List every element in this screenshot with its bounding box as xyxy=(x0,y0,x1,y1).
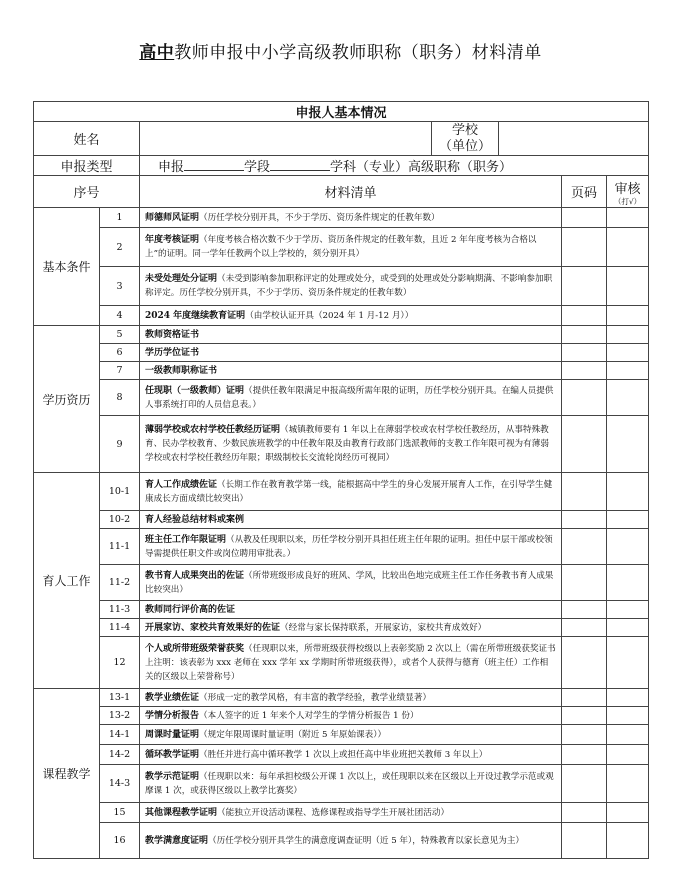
row-number: 11-2 xyxy=(100,565,140,601)
material-description xyxy=(140,511,562,529)
review-cell[interactable] xyxy=(607,228,649,267)
material-detail: （规定年限周课时量证明（附近 5 年原始课表）） xyxy=(199,729,387,740)
table-row xyxy=(34,344,649,362)
review-cell[interactable] xyxy=(607,473,649,511)
table-row xyxy=(34,823,649,859)
material-description xyxy=(140,707,562,725)
table-row xyxy=(34,689,649,707)
row-number: 2 xyxy=(100,228,140,267)
review-cell[interactable] xyxy=(607,803,649,823)
material-description xyxy=(140,529,562,565)
page-cell[interactable] xyxy=(562,306,607,326)
row-number: 10-2 xyxy=(100,511,140,529)
material-detail: （未受到影响参加职称评定的处理或处分，或受到的处理或处分影响期满、不影响参加职称评定。历任学校分别开具，不少于学历、资历条件规定的任教年数） xyxy=(145,274,553,298)
material-description xyxy=(140,565,562,601)
page-cell[interactable] xyxy=(562,725,607,745)
page-cell[interactable] xyxy=(562,823,607,859)
table-row xyxy=(34,473,649,511)
section-title: 申报人基本情况 xyxy=(34,102,649,122)
header-review: 审核 （打√） xyxy=(607,176,649,208)
page-title xyxy=(0,42,681,64)
review-cell[interactable] xyxy=(607,362,649,380)
page-cell[interactable] xyxy=(562,511,607,529)
title-rest: 教师申报中小学高级教师职称（职务）材料清单 xyxy=(174,43,542,63)
category-cell: 基本条件 xyxy=(34,208,100,326)
page-cell[interactable] xyxy=(562,765,607,803)
material-title: 教书育人成果突出的佐证 xyxy=(145,570,245,581)
row-number: 8 xyxy=(100,380,140,416)
material-detail: （历任学校分别开具，不少于学历、资历条件规定的任教年数） xyxy=(199,212,440,223)
school-value[interactable] xyxy=(499,122,649,156)
material-detail: （所带班级形成良好的班风、学风，比较出色地完成班主任工作任务教书育人成果比较突出） xyxy=(145,570,554,595)
material-title: 育人工作成绩佐证 xyxy=(145,479,218,490)
table-row xyxy=(34,267,649,306)
review-cell[interactable] xyxy=(607,529,649,565)
table-row xyxy=(34,208,649,228)
material-description xyxy=(140,601,562,619)
header-list: 材料清单 xyxy=(140,176,562,208)
review-cell[interactable] xyxy=(607,344,649,362)
page-cell[interactable] xyxy=(562,529,607,565)
row-number: 16 xyxy=(100,823,140,859)
page-cell[interactable] xyxy=(562,473,607,511)
material-title: 年度考核证明 xyxy=(145,235,200,245)
row-number: 4 xyxy=(100,306,140,326)
material-description xyxy=(140,380,562,416)
table-row xyxy=(34,637,649,689)
page-cell[interactable] xyxy=(562,380,607,416)
material-title: 教师资格证书 xyxy=(145,329,200,340)
material-detail: （由学校认证开具（2024 年 1 月-12 月）） xyxy=(245,310,414,321)
material-title: 教学业绩佐证 xyxy=(145,692,200,703)
material-title: 周课时量证明 xyxy=(145,729,200,740)
material-description xyxy=(140,619,562,637)
review-cell[interactable] xyxy=(607,765,649,803)
row-number: 13-1 xyxy=(100,689,140,707)
table-row xyxy=(34,362,649,380)
review-cell[interactable] xyxy=(607,619,649,637)
material-title: 个人或所带班级荣誉获奖 xyxy=(145,643,245,654)
review-cell[interactable] xyxy=(607,565,649,601)
page-cell[interactable] xyxy=(562,619,607,637)
row-number: 5 xyxy=(100,326,140,344)
review-cell[interactable] xyxy=(607,707,649,725)
material-description xyxy=(140,803,562,823)
review-cell[interactable] xyxy=(607,306,649,326)
material-title: 育人经验总结材料或案例 xyxy=(145,514,245,525)
material-description xyxy=(140,689,562,707)
table-row xyxy=(34,326,649,344)
table-row xyxy=(34,306,649,326)
row-number: 11-3 xyxy=(100,601,140,619)
material-title: 2024 年度继续教育证明 xyxy=(145,310,246,321)
header-page: 页码 xyxy=(562,176,607,208)
material-description xyxy=(140,362,562,380)
material-description xyxy=(140,267,562,306)
page-cell[interactable] xyxy=(562,344,607,362)
material-detail: （经常与家长保持联系，开展家访，家校共育成效好） xyxy=(280,622,487,633)
page-cell[interactable] xyxy=(562,745,607,765)
row-number: 11-4 xyxy=(100,619,140,637)
material-description xyxy=(140,765,562,803)
material-description xyxy=(140,473,562,511)
table-row xyxy=(34,707,649,725)
type-value: 申报 学段 学科（专业）高级职称（职务） xyxy=(140,156,649,176)
material-title: 学历学位证书 xyxy=(145,347,200,358)
material-title: 学情分析报告 xyxy=(145,710,200,721)
table-row xyxy=(34,380,649,416)
material-description xyxy=(140,745,562,765)
material-title: 一级教师职称证书 xyxy=(145,365,218,376)
name-value[interactable] xyxy=(140,122,432,156)
table-row xyxy=(34,511,649,529)
table-row xyxy=(34,601,649,619)
row-number: 10-1 xyxy=(100,473,140,511)
row-number: 14-3 xyxy=(100,765,140,803)
material-title: 教师同行评价高的佐证 xyxy=(145,604,236,615)
materials-table xyxy=(33,101,649,859)
table-row xyxy=(34,765,649,803)
material-title: 循环教学证明 xyxy=(145,749,200,760)
review-cell[interactable] xyxy=(607,745,649,765)
review-cell[interactable] xyxy=(607,326,649,344)
page-cell[interactable] xyxy=(562,637,607,689)
material-title: 任现职（一级教师）证明 xyxy=(145,385,245,396)
row-number: 3 xyxy=(100,267,140,306)
material-detail: （任现职以来：每年承担校级公开课 1 次以上，或任现职以来在区级以上开设过教学示范或观摩课 1 次，或获得区级以上教学比赛奖） xyxy=(145,771,554,796)
material-title: 未受处理处分证明 xyxy=(145,274,218,284)
review-cell[interactable] xyxy=(607,823,649,859)
table-row xyxy=(34,565,649,601)
page-cell[interactable] xyxy=(562,326,607,344)
row-number: 1 xyxy=(100,208,140,228)
material-description xyxy=(140,326,562,344)
material-detail: （胜任并进行高中循环教学 1 次以上或担任高中毕业班把关教师 3 年以上） xyxy=(199,749,488,760)
page-cell[interactable] xyxy=(562,601,607,619)
material-title: 其他课程教学证明 xyxy=(145,807,218,818)
row-number: 13-2 xyxy=(100,707,140,725)
review-cell[interactable] xyxy=(607,689,649,707)
material-detail: （长期工作在教育教学第一线，能根据高中学生的身心发展开展育人工作，在引导学生健康成长方面成绩比较突出） xyxy=(145,479,553,504)
review-cell[interactable] xyxy=(607,637,649,689)
material-title: 教学满意度证明 xyxy=(145,835,209,846)
title-highlight: 高中 xyxy=(139,43,175,63)
table-row xyxy=(34,529,649,565)
page-cell[interactable] xyxy=(562,228,607,267)
material-detail: （本人签字的近 1 年来个人对学生的学情分析报告 1 份） xyxy=(199,710,419,721)
material-description xyxy=(140,637,562,689)
row-number: 7 xyxy=(100,362,140,380)
row-number: 15 xyxy=(100,803,140,823)
material-detail: （提供任教年限满足申报高级所需年限的证明，历任学校分别开具。在编人员提供人事系统打印的人员信息表。） xyxy=(145,385,554,410)
material-title: 师德师风证明 xyxy=(145,212,200,223)
header-no: 序号 xyxy=(34,176,140,208)
material-detail: （历任学校分别开具学生的满意度调查证明（近 5 年），特殊教育以家长意见为主） xyxy=(208,835,525,846)
name-label: 姓名 xyxy=(34,122,140,156)
page-cell[interactable] xyxy=(562,208,607,228)
page-cell[interactable] xyxy=(562,267,607,306)
row-number: 14-1 xyxy=(100,725,140,745)
school-label: 学校 （单位） xyxy=(432,122,499,156)
review-cell[interactable] xyxy=(607,725,649,745)
table-row xyxy=(34,745,649,765)
category-cell: 学历资历 xyxy=(34,326,100,473)
review-cell[interactable] xyxy=(607,267,649,306)
table-row xyxy=(34,803,649,823)
page-cell[interactable] xyxy=(562,565,607,601)
review-cell[interactable] xyxy=(607,511,649,529)
row-number: 9 xyxy=(100,416,140,473)
page-cell[interactable] xyxy=(562,362,607,380)
material-description xyxy=(140,208,562,228)
review-cell[interactable] xyxy=(607,380,649,416)
material-detail: （形成一定的教学风格，有丰富的教学经验，教学业绩显著） xyxy=(199,692,432,703)
material-title: 教学示范证明 xyxy=(145,771,200,782)
material-description xyxy=(140,823,562,859)
row-number: 6 xyxy=(100,344,140,362)
row-number: 11-1 xyxy=(100,529,140,565)
page-cell[interactable] xyxy=(562,416,607,473)
material-description xyxy=(140,416,562,473)
table-row xyxy=(34,619,649,637)
material-description xyxy=(140,725,562,745)
row-number: 14-2 xyxy=(100,745,140,765)
material-description xyxy=(140,344,562,362)
category-cell: 育人工作 xyxy=(34,473,100,689)
review-cell[interactable] xyxy=(607,208,649,228)
material-detail: （能独立开设活动课程、选修课程或指导学生开展社团活动） xyxy=(217,807,450,818)
table-row xyxy=(34,228,649,267)
row-number: 12 xyxy=(100,637,140,689)
material-detail: （从教及任现职以来，历任学校分别开具担任班主任年限的证明。担任中层干部或校领导需提供任职文件或岗位聘用审批表。） xyxy=(145,534,553,559)
material-title: 薄弱学校或农村学校任教经历证明 xyxy=(145,425,281,435)
material-description xyxy=(140,306,562,326)
material-detail: （任现职以来，所带班级获得校级以上表彰奖励 2 次以上（需在所带班级获奖证书上注明：该表彰为 xxx 老师在 xxx 学年 xx 学期时所带班级获得），或者个人获得与德育（班主任）工作相关的区级以上荣誉称号） xyxy=(145,643,556,682)
material-title: 班主任工作年限证明 xyxy=(145,534,227,545)
review-cell[interactable] xyxy=(607,601,649,619)
category-cell: 课程教学 xyxy=(34,689,100,859)
page-cell[interactable] xyxy=(562,803,607,823)
table-row xyxy=(34,416,649,473)
page-cell[interactable] xyxy=(562,689,607,707)
material-detail: （城镇教师要有 1 年以上在薄弱学校或农村学校任教经历，从事特殊教育、民办学校教育、少数民族班教学的中任教年限及由教育行政部门选派教师的支教工作年限可视为有薄弱学校或农村学校任教经历年限；职级制校长交流轮岗经历可视同） xyxy=(145,425,549,463)
table-row xyxy=(34,725,649,745)
type-label: 申报类型 xyxy=(34,156,140,176)
material-description xyxy=(140,228,562,267)
material-title: 开展家访、家校共育效果好的佐证 xyxy=(145,622,281,633)
page-cell[interactable] xyxy=(562,707,607,725)
material-detail: （年度考核合格次数不少于学历、资历条件规定的任教年数，且近 2 年年度考核为合格以上”的证明。同一学年任教两个以上学校的，须分别开具） xyxy=(145,235,537,259)
review-cell[interactable] xyxy=(607,416,649,473)
